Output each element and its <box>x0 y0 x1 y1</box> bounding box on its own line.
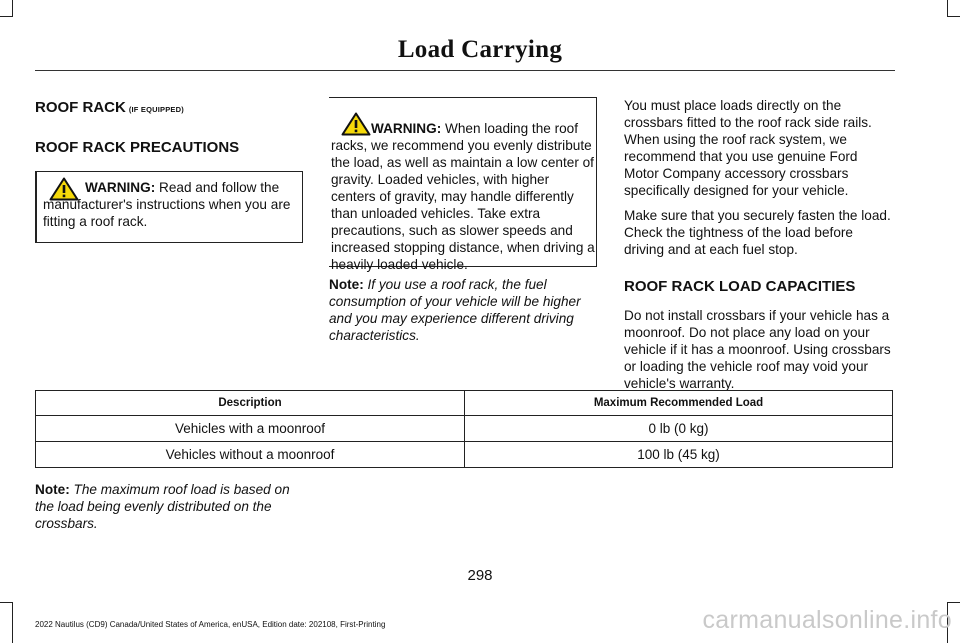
header-divider <box>35 70 895 71</box>
table-header-row <box>36 391 893 416</box>
crop-mark-bottom-left <box>0 602 13 643</box>
table-cell: 0 lb (0 kg) <box>465 416 893 442</box>
warning-2-text: WARNING: When loading the roof racks, we recommend you evenly distribute the load, as well as maintain a low center of gravity. Loaded vehicles, with higher centers of gravity, may handle differently than unloaded vehicles. Take extra precautions, such as slower speeds and increased stopping distance, when driving a heavily loaded vehicle. <box>331 121 595 272</box>
load-capacity-table <box>35 390 893 468</box>
table-cell: Vehicles with a moonroof <box>36 416 465 442</box>
table-row <box>36 442 893 468</box>
warning-1-text: WARNING: Read and follow the manufacturer's instructions when you are fitting a roof rack. <box>43 180 291 229</box>
column-header-max-load: Maximum Recommended Load <box>465 391 893 416</box>
paragraph-fasten-load: Make sure that you securely fasten the load. Check the tightness of the load before driving and at each fuel stop. <box>624 208 891 257</box>
table-row <box>36 416 893 442</box>
footer-edition-info: 2022 Nautilus (CD9) Canada/United States of America, enUSA, Edition date: 202108, First-Printing <box>35 620 386 629</box>
section-heading: ROOF RACK (IF EQUIPPED) <box>35 99 184 116</box>
subsection-heading: ROOF RACK PRECAUTIONS <box>35 139 240 156</box>
warning-box-1 <box>35 171 303 243</box>
note-fuel-consumption: Note: If you use a roof rack, the fuel consumption of your vehicle will be higher and you may experience different driving characteristics. <box>329 277 581 343</box>
column-header-description: Description <box>36 391 465 416</box>
page-number: 298 <box>467 567 493 584</box>
capacities-heading: ROOF RACK LOAD CAPACITIES <box>624 278 856 295</box>
page-title: Load Carrying <box>397 36 563 63</box>
note-max-roof-load: Note: The maximum roof load is based on the load being evenly distributed on the crossbars. <box>35 482 290 531</box>
warning-box-2 <box>329 97 597 272</box>
table-cell: Vehicles without a moonroof <box>36 442 465 468</box>
section-qualifier: (IF EQUIPPED) <box>128 105 184 114</box>
table-cell: 100 lb (45 kg) <box>465 442 893 468</box>
paragraph-moonroof: Do not install crossbars if your vehicle has a moonroof. Do not place any load on your vehicle if it has a moonroof. Using crossbars or loading the vehicle roof may void your vehicle's warranty. <box>624 308 891 391</box>
paragraph-crossbars: You must place loads directly on the crossbars fitted to the roof rack side rails. When using the roof rack system, we recommend that you use genuine Ford Motor Company accessory crossbars specifically designed for your vehicle. <box>624 98 872 198</box>
watermark: carmanualsonline.info <box>702 606 952 634</box>
crop-mark-top-right <box>947 0 960 17</box>
right-column <box>624 97 896 400</box>
crop-mark-top-left <box>0 0 13 17</box>
